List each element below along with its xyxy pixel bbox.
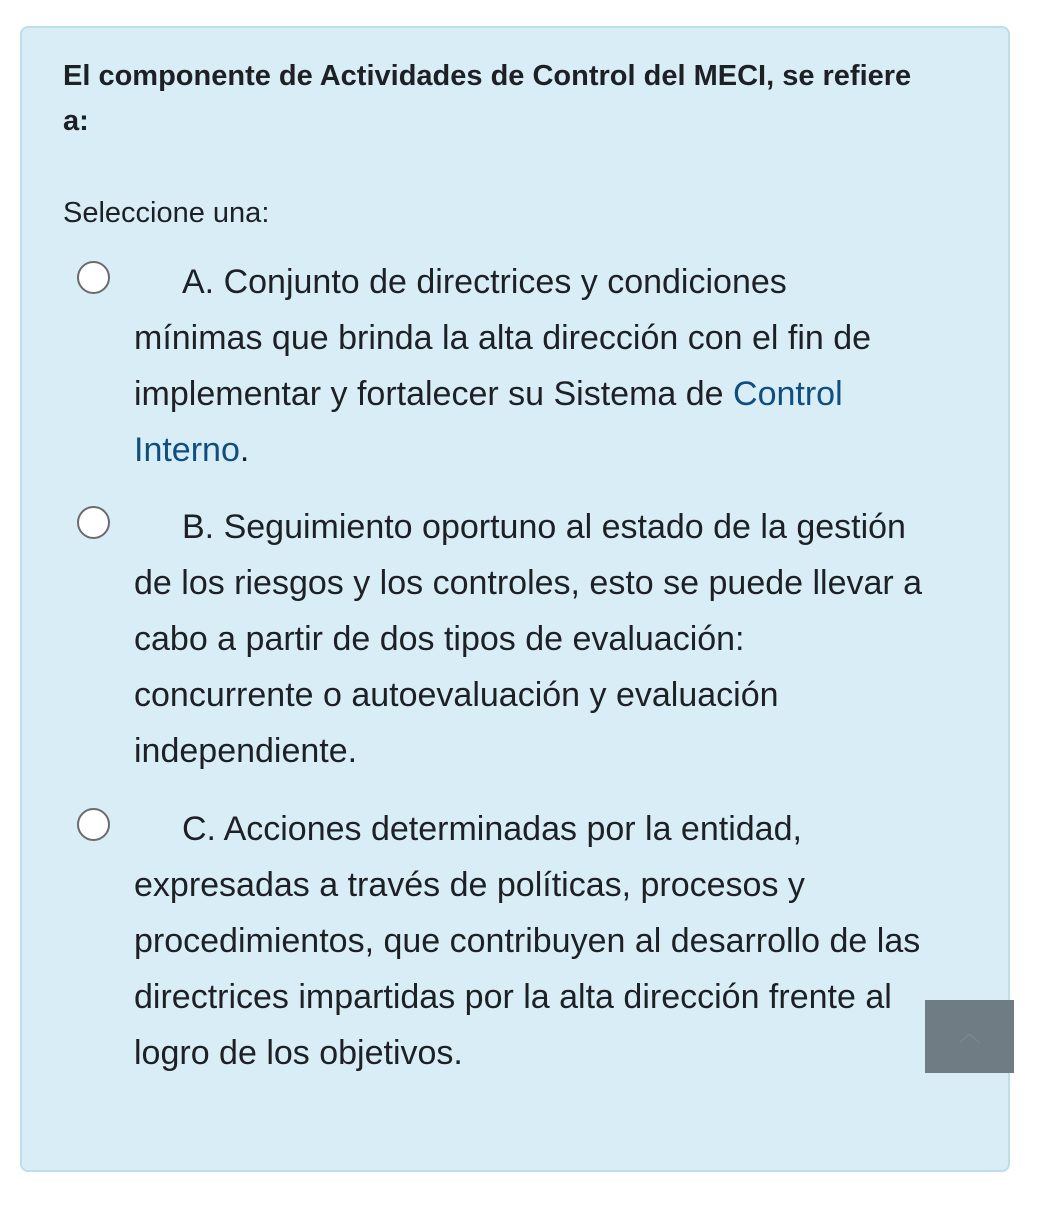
radio-button-b[interactable] <box>77 506 110 539</box>
question-text: El componente de Actividades de Control del MECI, se refiere a: <box>63 60 912 137</box>
option-c-text: Acciones determinadas por la entidad, expresadas a través de políticas, procesos y procedimientos, que contribuyen al desarrollo de las directrices impartidas por la alta dirección frente al logro de los objetivos. <box>134 810 921 1072</box>
answer-option-c-label[interactable] <box>134 801 924 1081</box>
option-b-text: Seguimiento oportuno al estado de la gestión de los riesgos y los controles, esto se puede llevar a cabo a partir de dos tipos de evaluación: concurrente o autoevaluación y evaluación independiente. <box>134 508 923 770</box>
option-b-letter: B. <box>182 508 215 546</box>
answer-option-b-label[interactable] <box>134 499 924 779</box>
scroll-to-top-button[interactable] <box>925 1000 1014 1073</box>
select-prompt: Seleccione una: <box>63 197 270 229</box>
option-c-letter: C. <box>182 810 216 848</box>
chevron-up-icon: ︿ <box>958 1021 981 1046</box>
option-a-letter: A. <box>182 263 215 301</box>
answer-option-a-label[interactable] <box>134 254 924 478</box>
radio-button-c[interactable] <box>77 808 110 841</box>
control-interno-link[interactable]: Control Interno <box>134 375 843 469</box>
radio-button-a[interactable] <box>77 261 110 294</box>
option-a-text: Conjunto de directrices y condiciones mínimas que brinda la alta dirección con el fin de implementar y fortalecer su Sistema de <box>134 263 872 413</box>
option-a-period: . <box>239 431 250 469</box>
question-card <box>20 26 1010 1172</box>
